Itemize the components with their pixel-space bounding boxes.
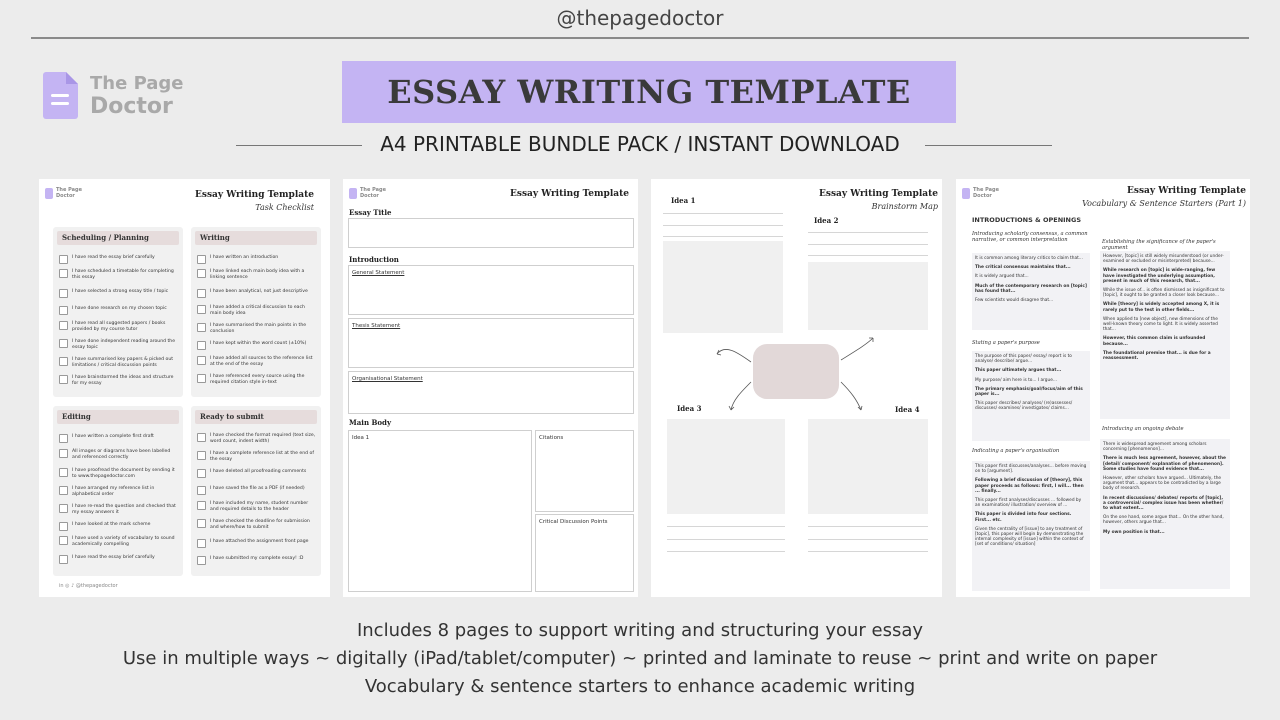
page-preview-brainstorm: [651, 179, 942, 597]
page-subtitle: Vocabulary & Sentence Starters (Part 1): [1082, 199, 1246, 208]
checkbox[interactable]: [59, 269, 68, 278]
feature-line-1: Includes 8 pages to support writing and structuring your essay: [356, 620, 924, 641]
writing-line: [808, 539, 928, 540]
checkbox[interactable]: [59, 504, 68, 513]
checkbox[interactable]: [59, 357, 68, 366]
page-subtitle: Brainstorm Map: [871, 202, 938, 211]
critical-discussion-box[interactable]: [535, 514, 634, 592]
thesis-statement-box[interactable]: [348, 318, 634, 368]
checkbox[interactable]: [59, 555, 68, 564]
idea4-label: Idea 4: [895, 405, 920, 414]
writing-line: [808, 551, 928, 552]
checkbox[interactable]: [59, 255, 68, 264]
idea3-label: Idea 3: [677, 404, 702, 413]
brainstorm-center: [711, 334, 881, 414]
page-title: Essay Writing Template: [510, 189, 629, 199]
checkbox[interactable]: [197, 469, 206, 478]
social-icons: in ◎ ♪: [59, 583, 76, 589]
feature-line-2: Use in multiple ways ~ digitally (iPad/tablet/computer) ~ printed and laminate to reuse ~ print and write on paper: [122, 648, 1158, 669]
organisational-statement-box[interactable]: [348, 371, 634, 414]
idea1-box[interactable]: [663, 241, 783, 333]
idea3-box[interactable]: [667, 419, 785, 514]
writing-line: [667, 526, 785, 527]
vocab-box: It is common among literary critics to claim that... The critical consensus maintains that... It is widely argued that... Much of the contemporary research on [topic] has found that... Few scientists would disagree that...: [972, 253, 1090, 330]
vocab-box: However, [topic] is still widely misunderstood (or under-examined or excluded or misinterpreted) because... While research on [topic] is wide-ranging, few have investigated the underlying assumption, present in much of this research, that... While the issue of... is often dismissed as insignificant to [topic], it ought to be granted a closer look because... While [theory] is widely accepted among X, it is rarely put to the test in other fields... When applied to [new object], new dimensions of the well-known theory come to light. It is widely asserted that... However, this common claim is unfounded because... The foundational premise that... is due for a reassessment.: [1100, 251, 1230, 419]
panel-ready: Ready to submit I have checked the format required (text size, word count, indent width) I have a complete reference list at the end of the essay I have deleted all proofreading comments I have saved the file as a PDF (if needed) I have included my name, student number and required details to the header I have checked the deadline for submission and where/how to submit I have attached the assignment front page I have submitted my complete essay! :D: [191, 406, 321, 576]
idea1-label: Idea 1: [671, 196, 696, 205]
general-statement-box[interactable]: [348, 265, 634, 315]
document-icon: [349, 188, 357, 199]
logo-line1: The Page: [90, 73, 184, 94]
writing-line: [808, 232, 928, 233]
checkbox[interactable]: [197, 501, 206, 510]
checkbox[interactable]: [197, 451, 206, 460]
thesis-statement-label: Thesis Statement: [352, 323, 401, 329]
page-title: Essay Writing Template: [819, 189, 938, 199]
checkbox[interactable]: [197, 255, 206, 264]
checkbox[interactable]: [197, 486, 206, 495]
checkbox[interactable]: [59, 339, 68, 348]
checkbox[interactable]: [197, 539, 206, 548]
panel-scheduling: Scheduling / Planning I have read the essay brief carefully I have scheduled a timetable for completing this essay I have selected a strong essay title / topic I have done research on my chosen topic I have read all suggested papers / books provided by my course tutor I have done independent reading around the essay topic I have summarised key papers & picked out limitations / critical discussion points I have brainstormed the ideas and structure for my essay: [53, 227, 183, 397]
panel-heading: Scheduling / Planning: [57, 231, 179, 245]
idea1-box[interactable]: [348, 430, 532, 592]
panel-editing: Editing I have written a complete first draft All images or diagrams have been labelled and referenced correctly I have proofread the document by sending it to www.thepagedoctor.com I have arranged my reference list in alphabetical order I have re-read the question and checked that my essay answers it I have looked at the mark scheme I have used a variety of vocabulary to sound academically compelling I have read the essay brief carefully: [53, 406, 183, 576]
checkbox[interactable]: [197, 305, 206, 314]
page-preview-structure: [343, 179, 638, 597]
organisational-statement-label: Organisational Statement: [352, 376, 423, 382]
introduction-label: Introduction: [349, 255, 399, 264]
page-subtitle: Task Checklist: [255, 203, 314, 212]
checkbox[interactable]: [197, 556, 206, 565]
general-statement-label: General Statement: [352, 270, 405, 276]
top-divider: [31, 37, 1249, 39]
writing-line: [808, 255, 928, 256]
checkbox[interactable]: [197, 289, 206, 298]
vocab-subheading: Stating a paper's purpose: [972, 340, 1040, 346]
checkbox[interactable]: [197, 433, 206, 442]
idea1-label: Idea 1: [352, 435, 370, 441]
vocab-subheading: Indicating a paper's organisation: [972, 448, 1060, 454]
page-preview-checklist: [39, 179, 330, 597]
writing-line: [663, 236, 783, 237]
checkbox[interactable]: [59, 434, 68, 443]
panel-heading: Ready to submit: [195, 410, 317, 424]
checkbox[interactable]: [59, 375, 68, 384]
main-body-label: Main Body: [349, 418, 392, 427]
vocab-subheading: Establishing the significance of the paper's argument: [1102, 239, 1216, 251]
page-title: Essay Writing Template: [195, 190, 314, 200]
document-icon: [42, 70, 80, 120]
checkbox[interactable]: [59, 289, 68, 298]
checkbox[interactable]: [197, 374, 206, 383]
essay-title-box[interactable]: [348, 218, 634, 248]
vocab-box: There is widespread agreement among scholars concerning [phenomenon]... There is much less agreement, however, about the [detail/ component/ explanation of phenomenon]. Some studies have found evidence that... However, other scholars have argued... Ultimately, the argument that... appears to be contradicted by a large body of research. In recent discussions/ debates/ reports of [topic], a controversial/ complex issue has been whether/ to what extent... On the one hand, some argue that... On the other hand, however, others argue that... My own position is that...: [1100, 439, 1230, 589]
vocab-box: The purpose of this paper/ essay/ report is to analyse/ describe/ argue... This paper ultimately argues that... My purpose/ aim here is to... I argue... The primary emphasis/goal/focus/aim of this paper is... This paper describes/ analyses/ (re)assesses/ discusses/ examines/ investigates/ claims...: [972, 351, 1090, 441]
document-icon: [962, 188, 970, 199]
writing-line: [663, 213, 783, 214]
panel-heading: Editing: [57, 410, 179, 424]
panel-heading: Writing: [195, 231, 317, 245]
banner-title: ESSAY WRITING TEMPLATE: [387, 73, 911, 111]
page-preview-vocabulary: [956, 179, 1250, 597]
panel-writing: Writing I have written an introduction I have linked each main body idea with a linking sentence I have been analytical, not just descriptive I have added a critical discussion to each main body idea I have summarised the main points in the conclusion I have kept within the word count (±10%) I have added all sources to the reference list at the end of the essay I have referenced every source using the required citation style in-text: [191, 227, 321, 397]
checkbox[interactable]: [59, 522, 68, 531]
vocab-subheading: Introducing scholarly consensus, a common narrative, or common interpretation: [972, 231, 1088, 243]
section-heading: INTRODUCTIONS & OPENINGS: [972, 216, 1082, 224]
mini-logo: The Page Doctor: [45, 187, 82, 199]
document-icon: [45, 188, 53, 199]
essay-title-label: Essay Title: [349, 208, 392, 217]
brand-logo: [42, 70, 184, 120]
checkbox[interactable]: [197, 356, 206, 365]
handle-text: @thepagedoctor: [556, 6, 724, 30]
checkbox[interactable]: [59, 468, 68, 477]
logo-line2: Doctor: [90, 94, 173, 119]
writing-line: [663, 225, 783, 226]
page-title: Essay Writing Template: [1127, 186, 1246, 196]
feature-line-3: Vocabulary & sentence starters to enhance academic writing: [364, 676, 916, 697]
vocab-subheading: Introducing an ongoing debate: [1102, 426, 1184, 432]
checkbox[interactable]: [59, 486, 68, 495]
checkbox[interactable]: [197, 323, 206, 332]
idea4-box[interactable]: [808, 419, 928, 514]
mini-logo: The Page Doctor: [349, 187, 386, 199]
writing-line: [808, 526, 928, 527]
critical-discussion-label: Critical Discussion Points: [539, 519, 608, 525]
checkbox[interactable]: [197, 519, 206, 528]
writing-line: [667, 539, 785, 540]
checkbox[interactable]: [197, 269, 206, 278]
writing-line: [667, 551, 785, 552]
checkbox[interactable]: [59, 449, 68, 458]
subtitle-rule-right: [925, 145, 1052, 146]
citations-label: Citations: [539, 435, 564, 441]
mini-logo: The Page Doctor: [962, 187, 999, 199]
vocab-box: This paper first discusses/analyses... before moving on to [argument]. Following a brief discussion of [theory], this paper proceeds as follows: first, I will... then ... finally... This paper first analyses/discusses ... followed by an examination/ illustration/ overview of ... This paper is divided into four sections. First... etc. Given the centrality of [issue] to any treatment of [topic], this paper will begin by demonstrating the internal complexity of [issue] within the context of [set of conditions/ situation]: [972, 461, 1090, 591]
title-banner: [342, 61, 956, 123]
checkbox[interactable]: [59, 321, 68, 330]
social-footer: in ◎ ♪ @thepagedoctor: [59, 583, 118, 589]
idea2-label: Idea 2: [814, 216, 839, 225]
writing-line: [808, 244, 928, 245]
checkbox[interactable]: [59, 306, 68, 315]
checkbox[interactable]: [59, 536, 68, 545]
citations-box[interactable]: [535, 430, 634, 512]
subtitle: A4 PRINTABLE BUNDLE PACK / INSTANT DOWNLOAD: [380, 132, 900, 156]
checkbox[interactable]: [197, 341, 206, 350]
idea2-box[interactable]: [808, 262, 928, 330]
